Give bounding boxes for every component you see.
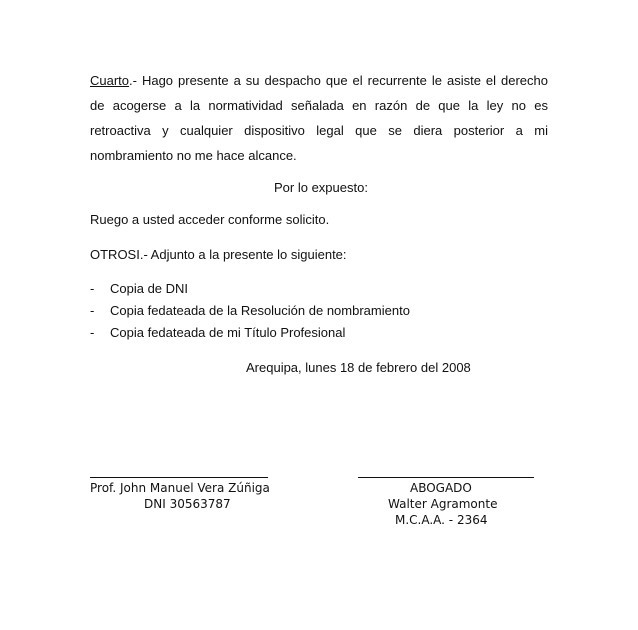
list-item-text: Copia fedateada de mi Título Profesional bbox=[110, 325, 346, 340]
place-date: Arequipa, lunes 18 de febrero del 2008 bbox=[246, 360, 471, 375]
paragraph-line-2: de acogerse a la normatividad señalada en razón de que la ley no es bbox=[90, 98, 548, 113]
list-dash: - bbox=[90, 281, 95, 296]
signer-dni-left: DNI 30563787 bbox=[144, 497, 231, 511]
list-dash: - bbox=[90, 325, 95, 340]
cuarto-line-1-text: .- Hago presente a su despacho que el recurrente le asiste el derecho bbox=[129, 73, 548, 88]
list-dash: - bbox=[90, 303, 95, 318]
cuarto-heading: Cuarto bbox=[90, 73, 130, 88]
paragraph-line-4: nombramiento no me hace alcance. bbox=[90, 148, 297, 163]
paragraph-line-1 bbox=[90, 68, 548, 93]
signer-title-right: ABOGADO bbox=[410, 481, 472, 495]
signer-name-right: Walter Agramonte bbox=[388, 497, 498, 511]
signature-line-left bbox=[90, 477, 268, 478]
ruego-text: Ruego a usted acceder conforme solicito. bbox=[90, 212, 330, 227]
list-item-text: Copia fedateada de la Resolución de nombramiento bbox=[110, 303, 410, 318]
list-item-text: Copia de DNI bbox=[110, 281, 189, 296]
signer-name-left: Prof. John Manuel Vera Zúñiga bbox=[90, 481, 270, 495]
por-lo-expuesto: Por lo expuesto: bbox=[274, 180, 368, 195]
signer-registry-right: M.C.A.A. - 2364 bbox=[395, 513, 488, 527]
otrosi-text: OTROSI.- Adjunto a la presente lo siguiente: bbox=[90, 247, 347, 262]
signature-line-right bbox=[358, 477, 534, 478]
paragraph-line-3: retroactiva y cualquier dispositivo legal que se diera posterior a mi bbox=[90, 123, 548, 138]
